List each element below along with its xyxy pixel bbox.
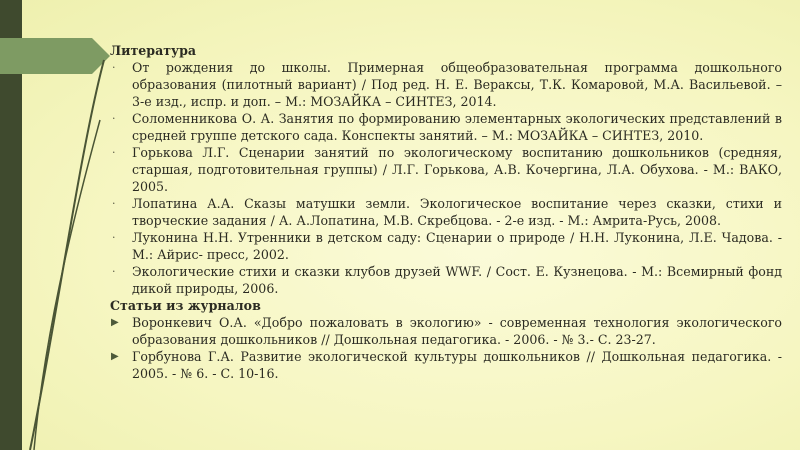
bullet-dot-icon: · xyxy=(112,146,116,159)
list-item-text: Экологические стихи и сказки клубов друзей WWF. / Сост. Е. Кузнецова. - М.: Всемирный фонд дикой природы, 2006. xyxy=(132,264,782,296)
journals-heading: Статьи из журналов xyxy=(110,298,261,313)
bullet-dot-icon: · xyxy=(112,265,116,278)
bullet-arrow-icon: ▶ xyxy=(111,351,119,362)
list-item-text: Воронкевич О.А. «Добро пожаловать в экологию» - современная технология экологического образования дошкольников // Дошкольная педагогика. - 2006. - № 3.- С. 23-27. xyxy=(132,315,782,347)
green-arrow-banner xyxy=(0,38,110,74)
list-item xyxy=(110,263,782,297)
bullet-arrow-icon: ▶ xyxy=(111,317,119,328)
list-item-text: Соломенникова О. А. Занятия по формированию элементарных экологических представлений в средней группе детского сада. Конспекты занятий. – М.: МОЗАЙКА – СИНТЕЗ, 2010. xyxy=(132,111,782,143)
list-item xyxy=(110,110,782,144)
list-item xyxy=(110,229,782,263)
list-item xyxy=(110,144,782,195)
list-item xyxy=(110,348,782,382)
journals-list xyxy=(110,314,782,382)
bullet-dot-icon: · xyxy=(112,231,116,244)
list-item-text: Лопатина А.А. Сказы матушки земли. Экологическое воспитание через сказки, стихи и творческие задания / А. А.Лопатина, М.В. Скребцова. - 2-е изд. - М.: Амрита-Русь, 2008. xyxy=(132,196,782,228)
list-item-text: Горькова Л.Г. Сценарии занятий по экологическому воспитанию дошкольников (средняя, старшая, подготовительная группы) / Л.Г. Горькова, А.В. Кочергина, Л.А. Обухова. - М.: ВАКО, 2005. xyxy=(132,145,782,194)
list-item xyxy=(110,314,782,348)
curved-stem-line-2 xyxy=(34,120,100,450)
list-item-text: Горбунова Г.А. Развитие экологической культуры дошкольников // Дошкольная педагогика. - 2005. - № 6. - С. 10-16. xyxy=(132,349,782,381)
list-item xyxy=(110,59,782,110)
list-item-text: Луконина Н.Н. Утренники в детском саду: Сценарии о природе / Н.Н. Луконина, Л.Е. Чадова. - М.: Айрис- пресс, 2002. xyxy=(132,230,782,262)
references-content xyxy=(110,42,782,382)
bullet-dot-icon: · xyxy=(112,197,116,210)
list-item-text: От рождения до школы. Примерная общеобразовательная программа дошкольного образования (пилотный вариант) / Под ред. Н. Е. Вераксы, Т.К. Комаровой, М.А. Васильевой. – 3-е изд., испр. и доп. – М.: МОЗАЙКА – СИНТЕЗ, 2014. xyxy=(132,60,782,109)
bullet-dot-icon: · xyxy=(112,112,116,125)
literature-list xyxy=(110,59,782,297)
bullet-dot-icon: · xyxy=(112,61,116,74)
literature-heading: Литература xyxy=(110,43,197,58)
list-item xyxy=(110,195,782,229)
